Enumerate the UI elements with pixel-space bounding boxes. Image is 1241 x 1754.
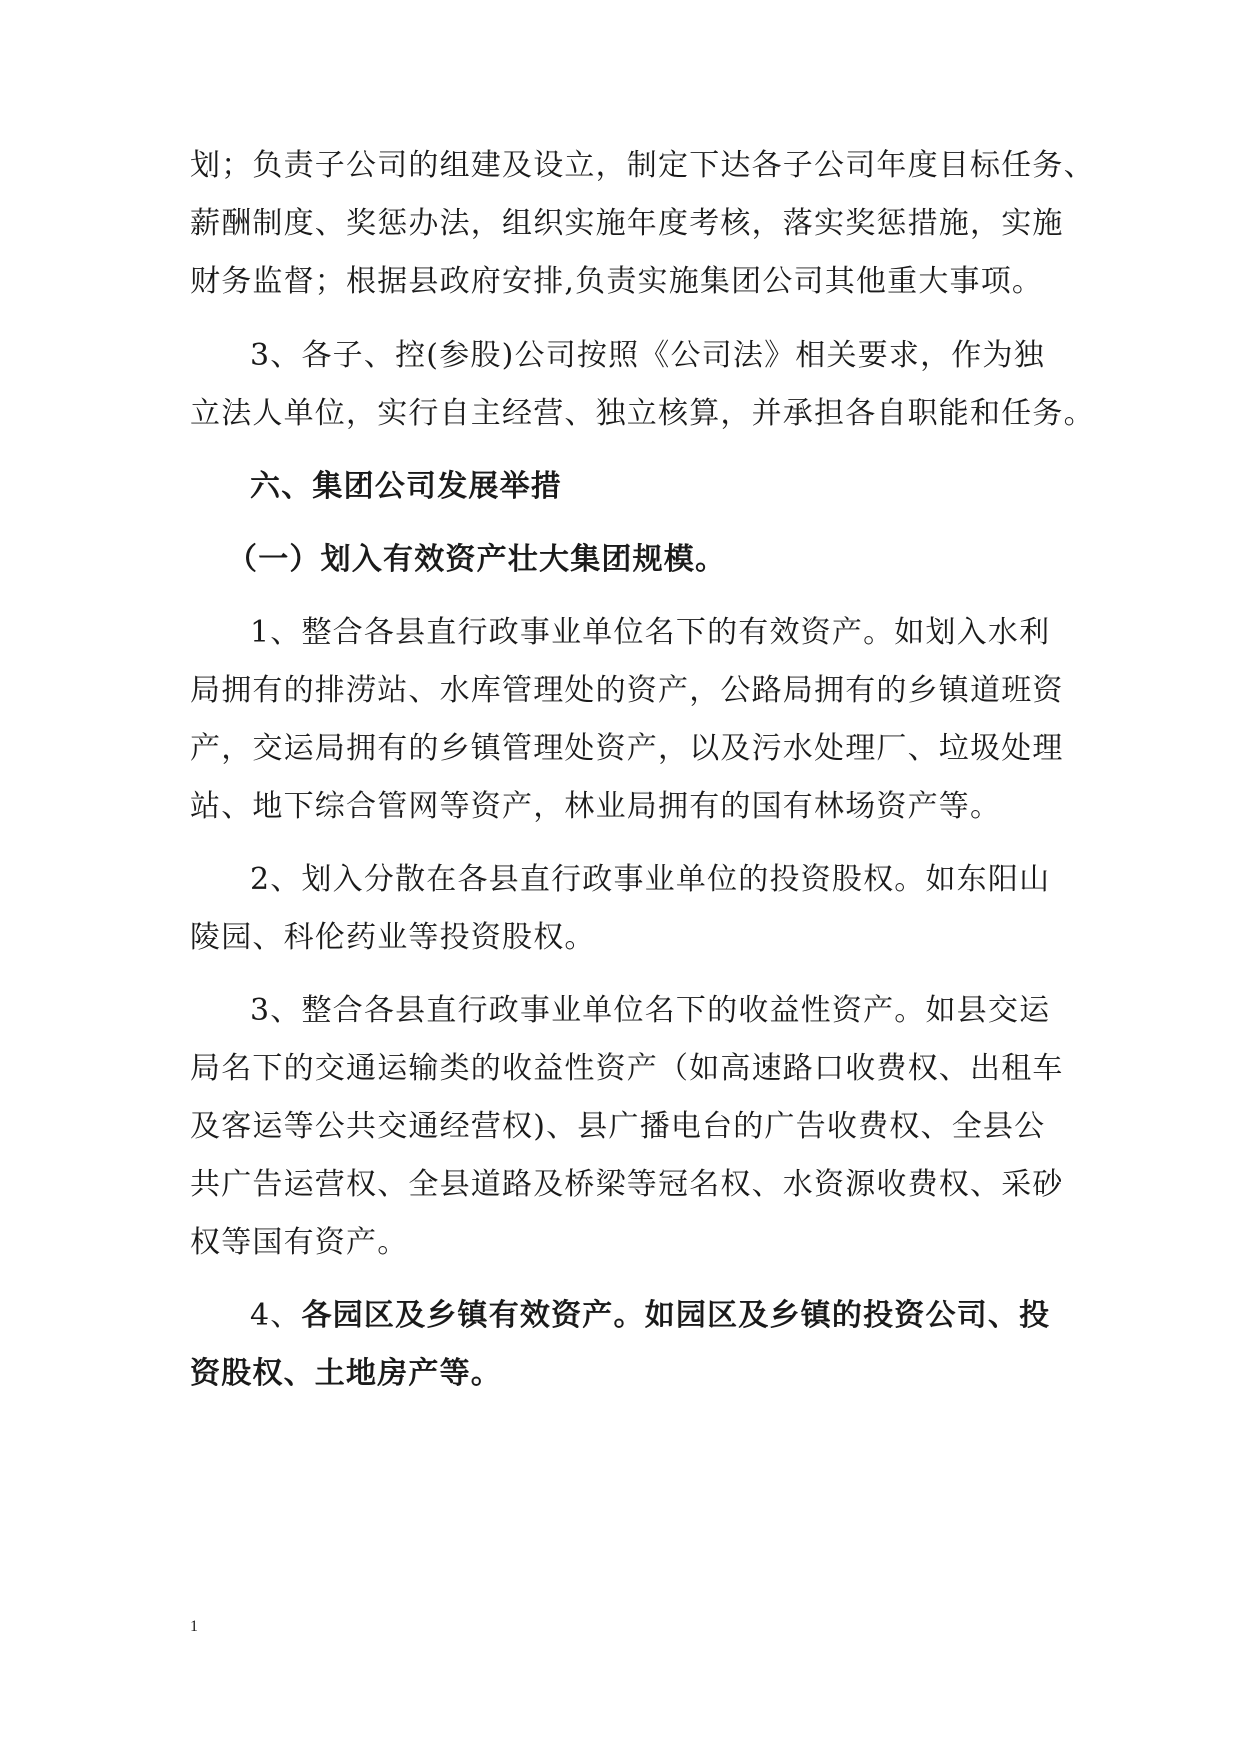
paragraph-line: 1、整合各县直行政事业单位名下的有效资产。如划入水利 — [250, 615, 1051, 650]
paragraph-line: 3、整合各县直行政事业单位名下的收益性资产。如县交运 — [250, 993, 1051, 1028]
paragraph-line: 立法人单位，实行自主经营、独立核算，并承担各自职能和任务。 — [190, 396, 1095, 431]
paragraph-line: 局名下的交通运输类的收益性资产（如高速路口收费权、出租车 — [190, 1051, 1064, 1086]
paragraph-line: 局拥有的排涝站、水库管理处的资产，公路局拥有的乡镇道班资 — [190, 673, 1064, 708]
item-4-continuation: 资股权、土地房产等。 — [190, 1356, 502, 1391]
section-heading: 六、集团公司发展举措 — [250, 469, 562, 504]
paragraph-line: 及客运等公共交通经营权)、县广播电台的广告收费权、全县公 — [190, 1109, 1046, 1144]
item-bold-text: 各园区及乡镇有效资产。如园区及乡镇的投资公司、投 — [301, 1298, 1051, 1333]
item-number: 4、 — [250, 1298, 302, 1333]
paragraph-line: 共广告运营权、全县道路及桥梁等冠名权、水资源收费权、采砂 — [190, 1167, 1064, 1202]
paragraph-line: 财务监督；根据县政府安排,负责实施集团公司其他重大事项。 — [190, 264, 1044, 299]
paragraph-line: 薪酬制度、奖惩办法，组织实施年度考核，落实奖惩措施，实施 — [190, 206, 1064, 241]
subsection-heading: （一）划入有效资产壮大集团规模。 — [227, 542, 727, 577]
paragraph-line: 权等国有资产。 — [190, 1225, 409, 1260]
paragraph-line: 划；负责子公司的组建及设立，制定下达各子公司年度目标任务、 — [190, 148, 1095, 183]
paragraph-line: 产，交运局拥有的乡镇管理处资产，以及污水处理厂、垃圾处理 — [190, 731, 1064, 766]
paragraph-line: 陵园、科伦药业等投资股权。 — [190, 920, 596, 955]
paragraph-line: 2、划入分散在各县直行政事业单位的投资股权。如东阳山 — [250, 862, 1051, 897]
paragraph-line: 3、各子、控(参股)公司按照《公司法》相关要求，作为独 — [250, 338, 1045, 373]
item-4-line — [250, 1296, 1120, 1336]
page-number: 1 — [190, 1618, 198, 1635]
paragraph-line: 站、地下综合管网等资产，林业局拥有的国有林场资产等。 — [190, 789, 1002, 824]
